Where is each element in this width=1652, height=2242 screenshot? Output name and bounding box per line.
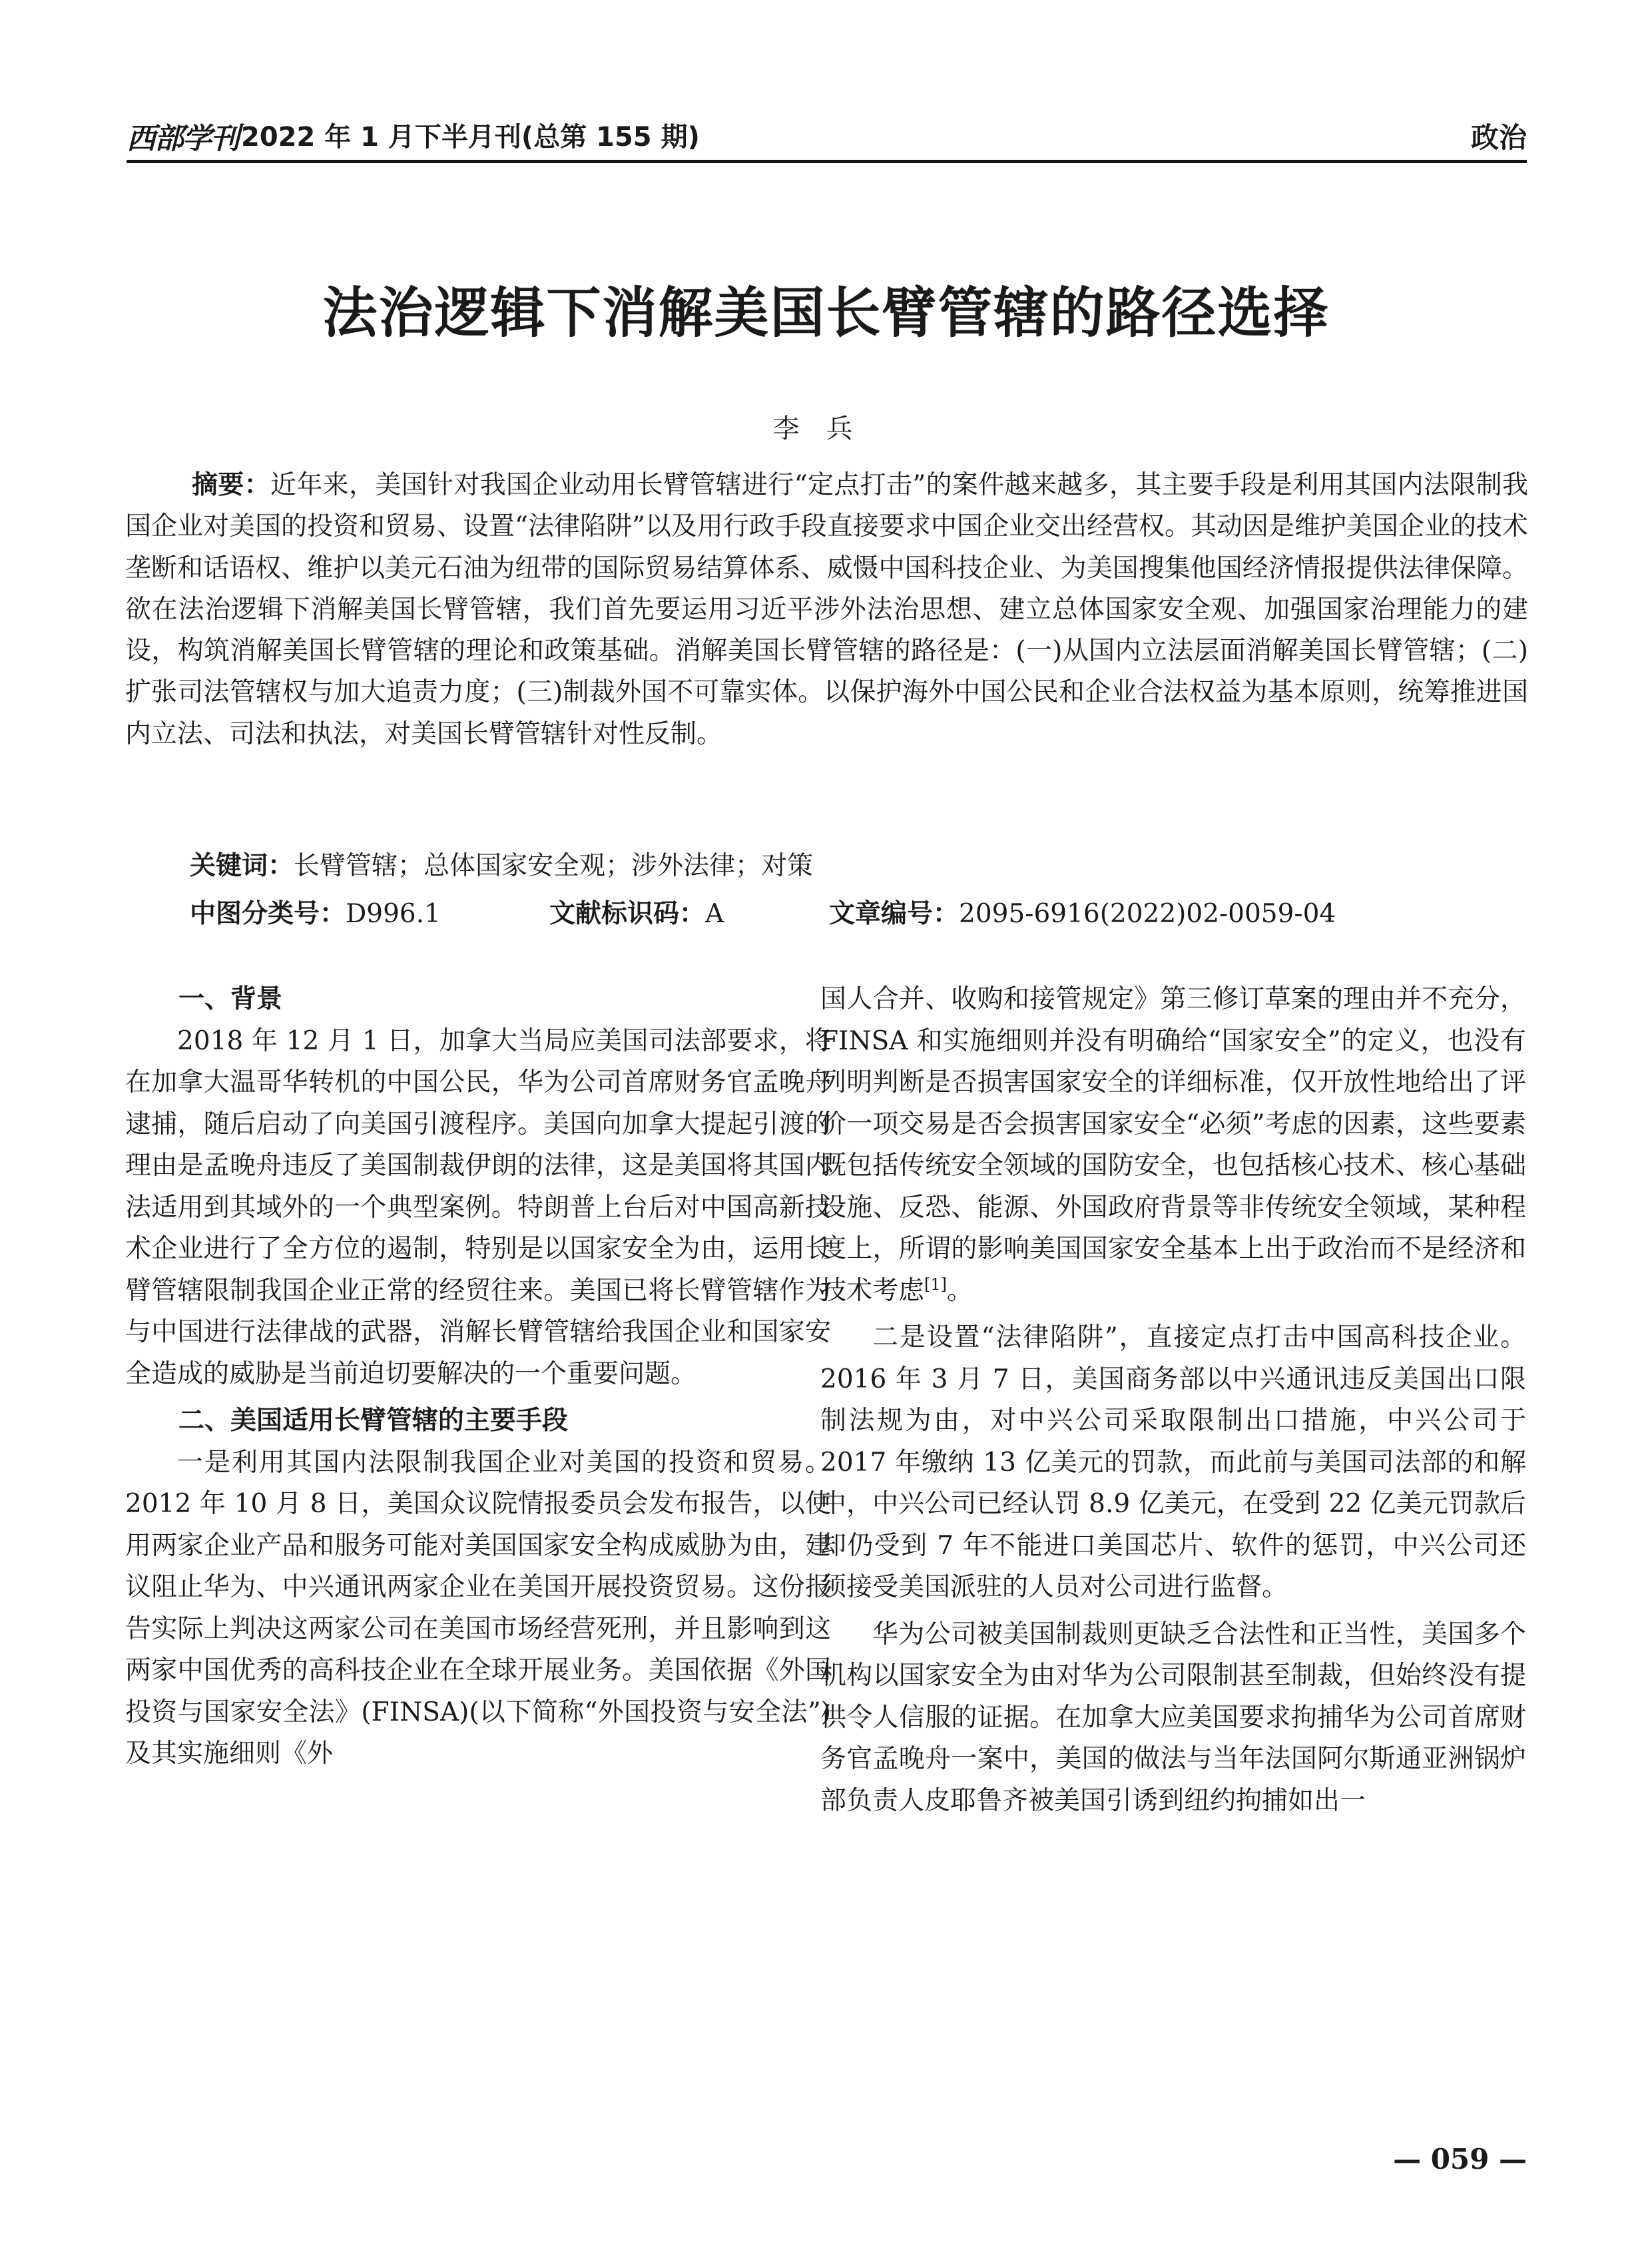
page-number: — 059 — — [1393, 2143, 1527, 2175]
article-meta — [190, 894, 1336, 935]
right-column — [820, 979, 1526, 1822]
issue-info: 2022 年 1 月下半月刊(总第 155 期) — [241, 122, 700, 152]
keywords — [190, 846, 1528, 887]
paragraph: 一是利用其国内法限制我国企业对美国的投资和贸易。2012 年 10 月 8 日，美国众议院情报委员会发布报告，以使用两家企业产品和服务可能对美国国家安全构成威胁为由，建议阻止华为、中兴通讯两家企业在美国开展投资贸易。这份报告实际上判决这两家公司在美国市场经营死刑，并且影响到这两家中国优秀的高科技企业在全球开展业务。美国依据《外国投资与国家安全法》(FINSA)(以下简称“外国投资与安全法”)及其实施细则《外 — [125, 1447, 831, 1769]
paragraph: 华为公司被美国制裁则更缺乏合法性和正当性，美国多个机构以国家安全为由对华为公司限制甚至制裁，但始终没有提供令人信服的证据。在加拿大应美国要求拘捕华为公司首席财务官孟晚舟一案中，美国的做法与当年法国阿尔斯通亚洲锅炉部负责人皮耶鲁齐被美国引诱到纽约拘捕如出一 — [820, 1619, 1526, 1816]
journal-logo: 西部学刊 — [127, 122, 238, 156]
paragraph-text: 国人合并、收购和接管规定》第三修订草案的理由并不充分，FINSA 和实施细则并没有明确给“国家安全”的定义，也没有列明判断是否损害国家安全的详细标准，仅开放性地给出了评价一项交易是否会损害国家安全“必须”考虑的因素，这些要素既包括传统安全领域的国防安全，也包括核心技术、核心基础设施、反恐、能源、外国政府背景等非传统安全领域，某种程度上，所谓的影响美国国家安全基本上出于政治而不是经济和技术考虑 — [820, 984, 1526, 1306]
running-header — [127, 113, 1527, 160]
abstract — [125, 465, 1528, 755]
clc-value: D996.1 — [346, 899, 441, 929]
keywords-label: 关键词： — [190, 851, 294, 881]
section-heading-means: 二、美国适用长臂管辖的主要手段 — [178, 1406, 569, 1436]
header-rule — [127, 160, 1527, 163]
paragraph — [820, 979, 1526, 1312]
article-title: 法治逻辑下消解美国长臂管辖的路径选择 — [322, 282, 1330, 345]
clc-label: 中图分类号： — [190, 899, 346, 929]
section-heading-background: 一、背景 — [178, 984, 283, 1014]
author-name: 李兵 — [772, 414, 880, 444]
doc-code-label: 文献标识码： — [549, 899, 706, 929]
keywords-text: 长臂管辖；总体国家安全观；涉外法律；对策 — [294, 851, 814, 881]
paragraph-end: 。 — [947, 1275, 973, 1306]
article-no-value: 2095-6916(2022)02-0059-04 — [959, 899, 1336, 929]
abstract-label: 摘要： — [192, 470, 271, 500]
article-no-label: 文章编号： — [829, 899, 960, 929]
paragraph: 2018 年 12 月 1 日，加拿大当局应美国司法部要求，将在加拿大温哥华转机的中国公民，华为公司首席财务官孟晚舟逮捕，随后启动了向美国引渡程序。美国向加拿大提起引渡的理由是孟晚舟违反了美国制裁伊朗的法律，这是美国将其国内法适用到其域外的一个典型案例。特朗普上台后对中国高新技术企业进行了全方位的遏制，特别是以国家安全为由，运用长臂管辖限制我国企业正常的经贸往来。美国已将长臂管辖作为与中国进行法律战的武器，消解长臂管辖给我国企业和国家安全造成的威胁是当前迫切要解决的一个重要问题。 — [125, 1025, 831, 1389]
doc-code-value: A — [705, 899, 724, 929]
abstract-text: 近年来，美国针对我国企业动用长臂管辖进行“定点打击”的案件越来越多，其主要手段是利用其国内法限制我国企业对美国的投资和贸易、设置“法律陷阱”以及用行政手段直接要求中国企业交出经营权。其动因是维护美国企业的技术垄断和话语权、维护以美元石油为纽带的国际贸易结算体系、威慑中国科技企业、为美国搜集他国经济情报提供法律保障。欲在法治逻辑下消解美国长臂管辖，我们首先要运用习近平涉外法治思想、建立总体国家安全观、加强国家治理能力的建设，构筑消解美国长臂管辖的理论和政策基础。消解美国长臂管辖的路径是：(一)从国内立法层面消解美国长臂管辖；(二)扩张司法管辖权与加大追责力度；(三)制裁外国不可靠实体。以保护海外中国公民和企业合法权益为基本原则，统筹推进国内立法、司法和执法，对美国长臂管辖针对性反制。 — [125, 470, 1528, 749]
left-column — [125, 979, 831, 1775]
paragraph: 二是设置“法律陷阱”，直接定点打击中国高科技企业。2016 年 3 月 7 日，美国商务部以中兴通讯违反美国出口限制法规为由，对中兴公司采取限制出口措施，中兴公司于 2017 年缴纳 13 亿美元的罚款，而此前与美国司法部的和解中，中兴公司已经认罚 8.9 亿美元，在受到 22 亿美元罚款后却仍受到 7 年不能进口美国芯片、软件的惩罚，中兴公司还须接受美国派驻的人员对公司进行监督。 — [820, 1322, 1526, 1602]
citation: [1] — [924, 1274, 948, 1294]
section-name: 政治 — [1470, 121, 1527, 154]
